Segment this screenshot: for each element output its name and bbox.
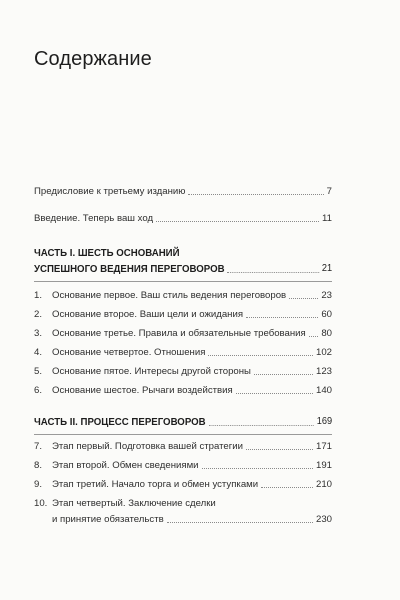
chapter-number: 6. [34,385,43,396]
dot-leader [208,425,314,426]
toc-entry-preface [34,186,332,198]
toc-page-number: 21 [321,263,333,274]
page-title: Содержание [34,48,152,70]
toc-page-number: 23 [321,290,332,301]
toc-entry-text: Этап третий. Начало торга и обмен уступками [52,479,259,490]
part-heading-row [34,261,332,277]
chapter-number: 3. [34,328,43,339]
toc-chapter-row [34,347,332,359]
toc-page-number: 11 [322,213,332,224]
part-heading-line: ЧАСТЬ II. ПРОЦЕСС ПЕРЕГОВОРОВ [34,416,206,428]
toc-entry-text: Введение. Теперь ваш ход [34,213,154,224]
section-divider [34,434,332,435]
toc-chapter-row [34,460,332,472]
toc-chapter-row [34,328,332,340]
dot-leader [167,522,313,523]
chapter-number: 8. [34,460,43,471]
toc-page-number: 191 [315,460,332,471]
dot-leader [236,393,313,394]
toc-entry-text: Основание первое. Ваш стиль ведения переговоров [52,290,287,301]
toc-chapter-row [34,498,332,510]
chapter-number: 4. [34,347,43,358]
toc-page-number: 210 [315,479,332,490]
toc-page-number: 169 [316,416,333,427]
toc-entry-text: Основание пятое. Интересы другой стороны [52,366,251,377]
chapter-number: 10. [34,498,48,509]
dot-leader [246,449,313,450]
toc-entry-text: и принятие обязательств [52,514,164,525]
part-heading-row [34,414,332,430]
toc-entry-text: Этап второй. Обмен сведениями [52,460,199,471]
section-divider [34,281,332,282]
toc-entry-text: Основание третье. Правила и обязательные требования [52,328,306,339]
toc-entry-text: Предисловие к третьему изданию [34,186,186,197]
toc-entry-text: Этап четвертый. Заключение сделки [52,498,216,509]
chapter-number: 9. [34,479,43,490]
toc-chapter-row [34,366,332,378]
toc-page-number: 230 [315,514,332,525]
toc-page-number: 102 [315,347,332,358]
toc-chapter-row [34,479,332,491]
toc-page-number: 140 [315,385,332,396]
toc-chapter-row [34,290,332,302]
part-heading-line: ЧАСТЬ I. ШЕСТЬ ОСНОВАНИЙ [34,247,180,259]
dot-leader [208,355,313,356]
toc-entry-introduction [34,213,332,225]
chapter-number: 7. [34,441,43,452]
dot-leader [227,272,319,273]
toc-entry-text: Основание второе. Ваши цели и ожидания [52,309,244,320]
toc-entry-text: Этап первый. Подготовка вашей стратегии [52,441,243,452]
toc-chapter-row [34,309,332,321]
dot-leader [156,221,319,222]
toc-page-number: 7 [326,186,332,197]
toc-entry-text: Основание шестое. Рычаги воздействия [52,385,233,396]
dot-leader [254,374,313,375]
dot-leader [289,298,318,299]
toc-chapter-row [34,441,332,453]
dot-leader [309,336,319,337]
toc-page-number: 171 [315,441,332,452]
part-heading-1 [34,245,333,277]
dot-leader [188,194,323,195]
chapter-number: 5. [34,366,43,377]
toc-entry-text: Основание четвертое. Отношения [52,347,206,358]
chapter-number: 1. [34,290,43,301]
part-heading-2 [34,414,333,430]
part-heading-line: УСПЕШНОГО ВЕДЕНИЯ ПЕРЕГОВОРОВ [34,263,225,275]
dot-leader [202,468,313,469]
toc-page-number: 60 [321,309,332,320]
toc-chapter-row-continued [34,514,332,526]
chapter-number: 2. [34,309,43,320]
dot-leader [246,317,318,318]
toc-page-number: 123 [315,366,332,377]
toc-chapter-row [34,385,332,397]
toc-page-number: 80 [321,328,332,339]
dot-leader [261,487,313,488]
